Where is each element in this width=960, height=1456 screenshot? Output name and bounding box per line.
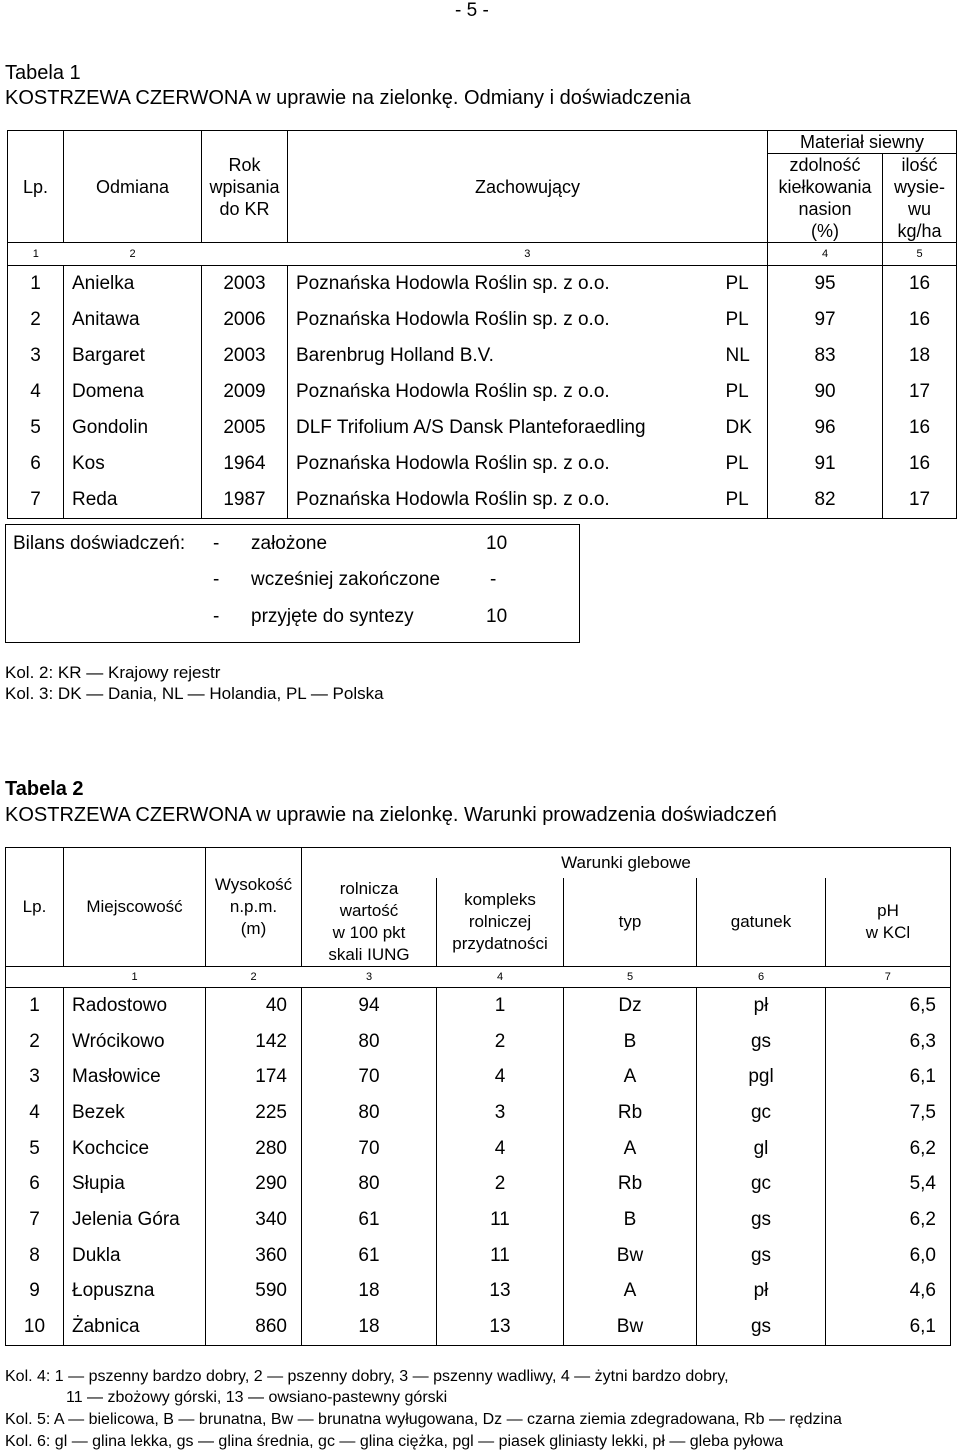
- col-number: 2: [64, 243, 202, 266]
- cell-miejscowosc: Wrócikowo: [64, 1024, 206, 1060]
- cell-typ: Dz: [564, 988, 697, 1024]
- cell-rok: 2005: [202, 410, 288, 446]
- col-header-zdolnosc: zdolność kiełkowania nasion (%): [768, 154, 883, 243]
- table-row: [6, 1202, 951, 1238]
- cell-miejscowosc: Masłowice: [64, 1059, 206, 1095]
- cell-miejscowosc: Słupia: [64, 1166, 206, 1202]
- cell-kraj: PL: [718, 482, 768, 519]
- bilans-dash: -: [213, 569, 220, 590]
- cell-odmiana: Anielka: [64, 266, 202, 303]
- cell-zdolnosc: 83: [768, 338, 883, 374]
- col-header-ph: pH w KCl: [826, 878, 951, 967]
- cell-typ: B: [564, 1024, 697, 1060]
- table-row: [8, 302, 957, 338]
- cell-typ: Bw: [564, 1309, 697, 1345]
- cell-gatunek: gs: [697, 1238, 826, 1274]
- cell-kraj: DK: [718, 410, 768, 446]
- cell-lp: 1: [6, 988, 64, 1024]
- cell-ph: 6,0: [826, 1238, 951, 1274]
- cell-ph: 6,5: [826, 988, 951, 1024]
- col-header-material: Materiał siewny: [768, 131, 957, 154]
- cell-typ: Rb: [564, 1166, 697, 1202]
- cell-gatunek: gc: [697, 1166, 826, 1202]
- cell-odmiana: Bargaret: [64, 338, 202, 374]
- table-row: [6, 1024, 951, 1060]
- cell-ilosc: 17: [883, 374, 957, 410]
- cell-ph: 6,1: [826, 1309, 951, 1345]
- cell-kompleks: 4: [437, 1059, 564, 1095]
- cell-kompleks: 11: [437, 1202, 564, 1238]
- cell-gatunek: pł: [697, 988, 826, 1024]
- cell-lp: 3: [6, 1059, 64, 1095]
- page-number: - 5 -: [455, 0, 489, 21]
- cell-odmiana: Reda: [64, 482, 202, 519]
- cell-gatunek: gs: [697, 1202, 826, 1238]
- cell-zdolnosc: 95: [768, 266, 883, 303]
- cell-rok: 2003: [202, 338, 288, 374]
- cell-zdolnosc: 96: [768, 410, 883, 446]
- cell-lp: 7: [6, 1202, 64, 1238]
- cell-zachowujacy: Poznańska Hodowla Roślin sp. z o.o.: [296, 309, 610, 330]
- cell-kompleks: 13: [437, 1274, 564, 1310]
- bilans-label: Bilans doświadczeń:: [13, 533, 186, 554]
- cell-lp: 4: [8, 374, 64, 410]
- table1-title: KOSTRZEWA CZERWONA w uprawie na zielonkę. Odmiany i doświadczenia: [5, 87, 691, 109]
- cell-ph: 5,4: [826, 1166, 951, 1202]
- table-row: [8, 446, 957, 482]
- bilans-dash: -: [213, 606, 220, 627]
- table1-footnote: Kol. 2: KR — Krajowy rejestr: [5, 663, 221, 682]
- cell-lp: 3: [8, 338, 64, 374]
- cell-lp: 8: [6, 1238, 64, 1274]
- cell-kraj: PL: [718, 374, 768, 410]
- cell-ph: 6,3: [826, 1024, 951, 1060]
- cell-typ: Rb: [564, 1095, 697, 1131]
- cell-zachowujacy: Barenbrug Holland B.V.: [296, 345, 494, 366]
- cell-odmiana: Kos: [64, 446, 202, 482]
- col-number: 5: [883, 243, 957, 266]
- cell-miejscowosc: Bezek: [64, 1095, 206, 1131]
- cell-zachowujacy: Poznańska Hodowla Roślin sp. z o.o.: [296, 381, 610, 402]
- cell-ilosc: 16: [883, 410, 957, 446]
- cell-gatunek: gs: [697, 1309, 826, 1345]
- cell-lp: 5: [8, 410, 64, 446]
- cell-wysokosc: 225: [206, 1095, 302, 1131]
- cell-wartosc: 70: [302, 1131, 437, 1167]
- cell-gatunek: pgl: [697, 1059, 826, 1095]
- cell-rok: 2009: [202, 374, 288, 410]
- bilans-box: [5, 524, 580, 643]
- bilans-item-value: 10: [486, 606, 508, 627]
- col-header-zachowujacy: Zachowujący: [288, 131, 768, 243]
- cell-miejscowosc: Żabnica: [64, 1309, 206, 1345]
- cell-kompleks: 2: [437, 1024, 564, 1060]
- cell-wysokosc: 360: [206, 1238, 302, 1274]
- cell-miejscowosc: Jelenia Góra: [64, 1202, 206, 1238]
- cell-ph: 6,2: [826, 1202, 951, 1238]
- cell-ilosc: 16: [883, 302, 957, 338]
- cell-typ: A: [564, 1059, 697, 1095]
- table2: [5, 847, 951, 1346]
- cell-gatunek: gc: [697, 1095, 826, 1131]
- cell-zachowujacy: Poznańska Hodowla Roślin sp. z o.o.: [288, 482, 718, 519]
- cell-wysokosc: 290: [206, 1166, 302, 1202]
- cell-kraj: PL: [718, 446, 768, 482]
- table2-footnote: Kol. 5: A — bielicowa, B — brunatna, Bw — brunatna wyługowana, Dz — czarna ziemia zdegradowana, Rb — rędzina: [5, 1411, 842, 1428]
- cell-wartosc: 61: [302, 1238, 437, 1274]
- cell-kompleks: 13: [437, 1309, 564, 1345]
- table-row: [6, 1059, 951, 1095]
- cell-lp: 5: [6, 1131, 64, 1167]
- cell-kraj: NL: [718, 338, 768, 374]
- col-number: 3: [288, 243, 768, 266]
- table2-title: KOSTRZEWA CZERWONA w uprawie na zielonkę. Warunki prowadzenia doświadczeń: [5, 804, 777, 826]
- col-header-lp: Lp.: [8, 131, 64, 243]
- cell-gatunek: gl: [697, 1131, 826, 1167]
- bilans-item-label: wcześniej zakończone: [251, 569, 441, 590]
- cell-ph: 6,2: [826, 1131, 951, 1167]
- cell-gatunek: gs: [697, 1024, 826, 1060]
- cell-wysokosc: 860: [206, 1309, 302, 1345]
- cell-ph: 6,1: [826, 1059, 951, 1095]
- col-header-wartosc: rolnicza wartość w 100 pkt skali IUNG: [302, 878, 437, 967]
- cell-rok: 2006: [202, 302, 288, 338]
- col-number: 7: [826, 967, 951, 988]
- cell-typ: A: [564, 1131, 697, 1167]
- cell-odmiana: Domena: [64, 374, 202, 410]
- table2-footnote: 11 — zbożowy górski, 13 — owsiano-pastewny górski: [66, 1389, 448, 1406]
- cell-wartosc: 70: [302, 1059, 437, 1095]
- table2-footnote: Kol. 4: 1 — pszenny bardzo dobry, 2 — pszenny dobry, 3 — pszenny wadliwy, 4 — żytni bardzo dobry,: [5, 1368, 729, 1385]
- cell-lp: 4: [6, 1095, 64, 1131]
- cell-wysokosc: 280: [206, 1131, 302, 1167]
- table-row: [6, 1274, 951, 1310]
- cell-kompleks: 2: [437, 1166, 564, 1202]
- table-row: [6, 1095, 951, 1131]
- table-row: [8, 482, 957, 519]
- cell-miejscowosc: Dukla: [64, 1238, 206, 1274]
- cell-wartosc: 94: [302, 988, 437, 1024]
- cell-ph: 7,5: [826, 1095, 951, 1131]
- cell-zdolnosc: 97: [768, 302, 883, 338]
- cell-lp: 2: [6, 1024, 64, 1060]
- cell-kompleks: 4: [437, 1131, 564, 1167]
- cell-zachowujacy: DLF Trifolium A/S Dansk Planteforaedling: [296, 417, 646, 438]
- cell-zdolnosc: 91: [768, 446, 883, 482]
- cell-zdolnosc: 90: [768, 374, 883, 410]
- cell-miejscowosc: Łopuszna: [64, 1274, 206, 1310]
- cell-typ: Bw: [564, 1238, 697, 1274]
- table2-footnote: Kol. 6: gl — glina lekka, gs — glina średnia, gc — glina ciężka, pgl — piasek gliniasty lekki, pł — gleba pyłowa: [5, 1433, 784, 1450]
- cell-odmiana: Gondolin: [64, 410, 202, 446]
- col-header-typ: typ: [564, 878, 697, 967]
- col-header-lp: Lp.: [6, 848, 64, 967]
- table1-footnote: Kol. 3: DK — Dania, NL — Holandia, PL — Polska: [5, 684, 384, 703]
- col-number: 2: [206, 967, 302, 988]
- cell-miejscowosc: Kochcice: [64, 1131, 206, 1167]
- table-row: [8, 338, 957, 374]
- cell-zdolnosc: 82: [768, 482, 883, 519]
- table-row: [6, 1131, 951, 1167]
- cell-rok: 1987: [202, 482, 288, 519]
- cell-zachowujacy: Poznańska Hodowla Roślin sp. z o.o.: [296, 273, 610, 294]
- table-row: [8, 410, 957, 446]
- cell-wysokosc: 40: [206, 988, 302, 1024]
- cell-lp: 6: [8, 446, 64, 482]
- bilans-item-label: przyjęte do syntezy: [251, 606, 414, 627]
- cell-lp: 9: [6, 1274, 64, 1310]
- col-number: 1: [8, 243, 64, 266]
- cell-ilosc: 17: [883, 482, 957, 519]
- table-row: [6, 1238, 951, 1274]
- bilans-dash: -: [213, 533, 220, 554]
- cell-rok: 1964: [202, 446, 288, 482]
- cell-wysokosc: 590: [206, 1274, 302, 1310]
- cell-miejscowosc: Radostowo: [64, 988, 206, 1024]
- col-header-wysokosc: Wysokość n.p.m. (m): [206, 848, 302, 967]
- cell-ilosc: 18: [883, 338, 957, 374]
- cell-wartosc: 18: [302, 1274, 437, 1310]
- col-header-odmiana: Odmiana: [64, 131, 202, 243]
- table1-label: Tabela 1: [5, 62, 81, 84]
- cell-typ: B: [564, 1202, 697, 1238]
- col-number: 6: [697, 967, 826, 988]
- col-header-miejscowosc: Miejscowość: [64, 848, 206, 967]
- col-number: 4: [437, 967, 564, 988]
- cell-kompleks: 1: [437, 988, 564, 1024]
- cell-gatunek: pł: [697, 1274, 826, 1310]
- cell-wartosc: 61: [302, 1202, 437, 1238]
- cell-wysokosc: 340: [206, 1202, 302, 1238]
- bilans-item-label: założone: [251, 533, 328, 554]
- table-row: [8, 266, 957, 303]
- cell-lp: 2: [8, 302, 64, 338]
- table-row: [6, 1309, 951, 1345]
- col-header-gatunek: gatunek: [697, 878, 826, 967]
- table1: [7, 130, 957, 519]
- cell-typ: A: [564, 1274, 697, 1310]
- cell-wysokosc: 174: [206, 1059, 302, 1095]
- cell-wartosc: 80: [302, 1095, 437, 1131]
- cell-wartosc: 80: [302, 1166, 437, 1202]
- bilans-item-value: 10: [486, 533, 508, 554]
- cell-kraj: PL: [718, 302, 768, 338]
- cell-ilosc: 16: [883, 446, 957, 482]
- cell-lp: 1: [8, 266, 64, 303]
- cell-wartosc: 18: [302, 1309, 437, 1345]
- table-row: [8, 374, 957, 410]
- cell-kraj: PL: [718, 266, 768, 303]
- table-row: [6, 1166, 951, 1202]
- col-header-kompleks: kompleks rolniczej przydatności: [437, 878, 564, 967]
- cell-kompleks: 11: [437, 1238, 564, 1274]
- cell-wysokosc: 142: [206, 1024, 302, 1060]
- cell-odmiana: Anitawa: [64, 302, 202, 338]
- cell-lp: 7: [8, 482, 64, 519]
- cell-ph: 4,6: [826, 1274, 951, 1310]
- cell-ilosc: 16: [883, 266, 957, 303]
- col-number: 3: [302, 967, 437, 988]
- col-number: 1: [64, 967, 206, 988]
- cell-kompleks: 3: [437, 1095, 564, 1131]
- col-number: 5: [564, 967, 697, 988]
- table-row: [6, 988, 951, 1024]
- cell-wartosc: 80: [302, 1024, 437, 1060]
- cell-lp: 6: [6, 1166, 64, 1202]
- cell-zachowujacy: Poznańska Hodowla Roślin sp. z o.o.: [296, 453, 610, 474]
- col-header-ilosc: ilość wysie- wu kg/ha: [883, 154, 957, 243]
- col-header-rok: Rok wpisania do KR: [202, 131, 288, 243]
- col-header-warunki: Warunki glebowe: [302, 848, 951, 879]
- bilans-item-value: -: [490, 569, 497, 590]
- cell-lp: 10: [6, 1309, 64, 1345]
- cell-rok: 2003: [202, 266, 288, 303]
- table2-label: Tabela 2: [5, 778, 84, 800]
- col-number: 4: [768, 243, 883, 266]
